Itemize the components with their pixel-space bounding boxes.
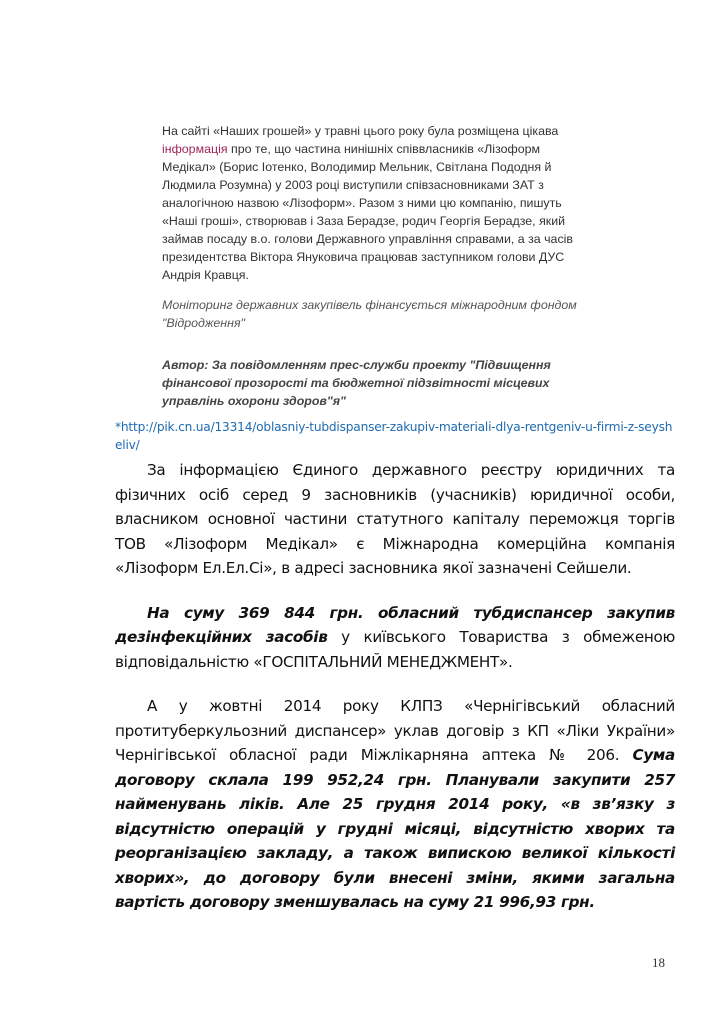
quoted-article-excerpt xyxy=(162,122,592,410)
source-link[interactable]: *http://pik.cn.ua/13314/oblasniy-tubdispanser-zakupiv-materiali-dlya-rentgeniv-u-firmi-z-seysheliv/ xyxy=(115,420,673,452)
paragraph-disinfectants: На суму 369 844 грн. обласний тубдиспансер закупив дезінфекційних засобів у київського Товариства з обмеженою відповідальністю «ГОСПІТАЛЬНИЙ МЕНЕДЖМЕНТ». xyxy=(115,603,675,671)
paragraph-contract: А у жовтні 2014 року КЛПЗ «Чернігівський обласний протитуберкульозний диспансер» уклав договір з КП «Ліки України» Чернігівської обласної ради Міжлікарняна аптека № 206. Сума договору склала 199 952,24 грн. Планували закупити 257 найменувань ліків. Але 25 грудня 2014 року, «в зв’язку з відсутністю операцій у грудні місяці, відсутністю хворих та реорганізацією закладу, а також випискою великої кількості хворих», до договору були внесені зміни, якими загальна вартість договору зменшувалась на суму 21 996,93 грн. xyxy=(115,697,675,911)
page-number: 18 xyxy=(652,954,665,970)
emphasis-text: Сума договору склала 199 952,24 грн. Планували закупити 257 найменувань ліків. Але 25 грудня 2014 року, «в зв’язку з відсутністю операцій у грудні місяці, відсутністю хворих та реорганізацією закладу, а також випискою великої кількості хворих», до договору були внесені зміни, якими загальна вартість договору зменшувалась на суму 21 996,93 грн. xyxy=(115,746,675,911)
paragraph-registry: За інформацією Єдиного державного реєстру юридичних та фізичних осіб серед 9 засновників (учасників) юридичної особи, власником основної частини статутного капіталу переможця торгів ТОВ «Лізоформ Медікал» є Міжнародна комерційна компанія «Лізоформ Ел.Ел.Сі», в адресі засновника якої зазначені Сейшели. xyxy=(115,461,675,577)
monitoring-note: Моніторинг державних закупівель фінансується міжнародним фондом "Відродження" xyxy=(162,298,577,330)
quote-paragraph: На сайті «Наших грошей» у травні цього року була розміщена цікава інформація про те, що частина нинішніх співвласників «Лізоформ Медікал» (Борис Іотенко, Володимир Мельник, Світлана Пододня й Людмила Розумна) у 2003 році виступили співзасновниками ЗАТ з аналогічною назвою «Лізоформ». Разом з ними цю компанію, пишуть «Наші гроші», створював і Заза Берадзе, родич Георгія Берадзе, який займав посаду в.о. голови Державного управління справами, а за часів президентства Віктора Януковича працював заступником голови ДУС Андрія Кравця. xyxy=(162,124,573,282)
author-note: Автор: За повідомленням прес-служби проекту "Підвищення фінансової прозорості та бюджетної підзвітності місцевих управлінь охорони здоров"я" xyxy=(162,358,551,408)
information-link[interactable]: інформація xyxy=(162,142,228,156)
emphasis-text: На суму 369 844 грн. обласний тубдиспансер закупив дезінфекційних засобів xyxy=(115,603,675,646)
